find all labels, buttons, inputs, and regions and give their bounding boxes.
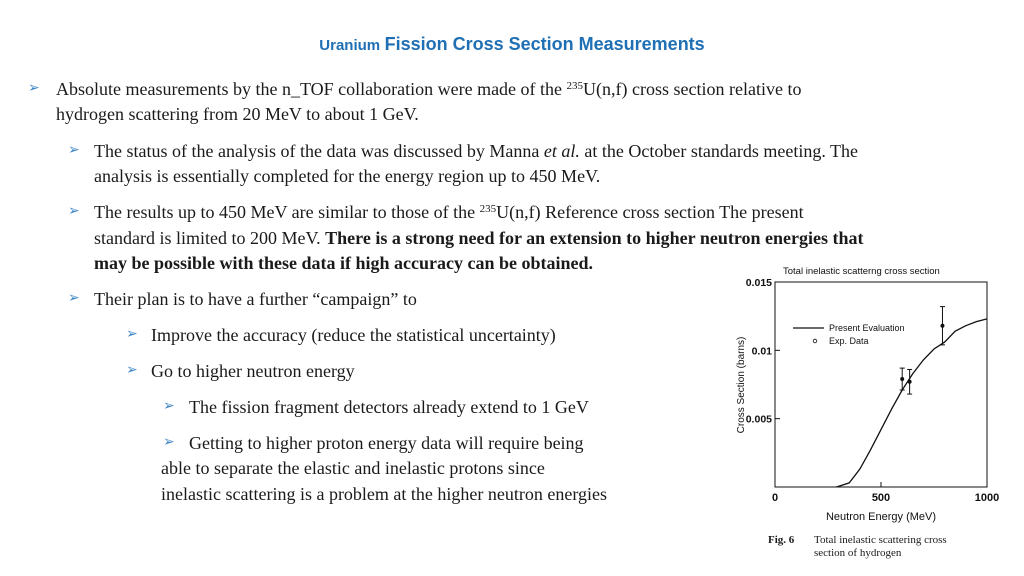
bullet-arrow-icon: ➢ bbox=[126, 327, 138, 342]
bullet-1-line-2: hydrogen scattering from 20 MeV to about 1 GeV. bbox=[56, 104, 419, 124]
bullet-1-line-1: Absolute measurements by the n_TOF collaboration were made of the $^{235}$U(n,f) cross section relative to bbox=[56, 79, 802, 99]
y-axis-label: Cross Section (barns) bbox=[736, 336, 747, 434]
bullet-arrow-icon: ➢ bbox=[126, 363, 138, 378]
data-point bbox=[940, 324, 944, 328]
bullet-3-line-3 bbox=[94, 251, 593, 275]
bullet-arrow-icon: ➢ bbox=[68, 143, 80, 158]
bullet-8-line-2: able to separate the elastic and inelastic protons since bbox=[161, 458, 545, 478]
bullet-7: The fission fragment detectors already extend to 1 GeV bbox=[189, 397, 589, 417]
bullet-8-line-1: Getting to higher proton energy data will require being bbox=[189, 433, 584, 453]
cross-section-chart bbox=[728, 262, 1020, 562]
figure-caption-line-2: section of hydrogen bbox=[814, 547, 902, 559]
bullet-4: Their plan is to have a further “campaign” to bbox=[94, 289, 417, 309]
y-tick-label: 0.01 bbox=[751, 345, 772, 358]
isotope-superscript: 235 bbox=[566, 80, 584, 92]
bullet-arrow-icon: ➢ bbox=[68, 291, 80, 306]
chart-legend bbox=[793, 323, 905, 346]
legend-present-evaluation: Present Evaluation bbox=[829, 323, 905, 333]
legend-point-marker bbox=[813, 339, 817, 343]
chart-title: Total inelastic scatterng cross section bbox=[783, 266, 940, 277]
page-title bbox=[0, 34, 1024, 55]
data-point bbox=[908, 380, 912, 384]
legend-exp-data: Exp. Data bbox=[829, 336, 869, 346]
bullet-arrow-icon: ➢ bbox=[163, 435, 175, 450]
x-tick-label: 500 bbox=[871, 492, 891, 504]
data-point bbox=[900, 377, 904, 381]
x-axis-label: Neutron Energy (MeV) bbox=[825, 511, 937, 523]
y-tick-label: 0.015 bbox=[745, 277, 772, 289]
plot-area bbox=[775, 282, 987, 487]
title-part-1: Uranium bbox=[319, 37, 381, 54]
bullet-2-line-1: The status of the analysis of the data was discussed by Manna et al. at the October standards meeting. The bbox=[94, 141, 858, 161]
bullet-3-line-2: standard is limited to 200 MeV. There is a strong need for an extension to higher neutron energies that bbox=[94, 228, 864, 248]
isotope-superscript: 235 bbox=[479, 203, 497, 215]
bullet-3-line-1: The results up to 450 MeV are similar to those of the $^{235}$U(n,f) Reference cross section The present bbox=[94, 202, 804, 222]
bullet-2-line-2: analysis is essentially completed for the energy region up to 450 MeV. bbox=[94, 166, 601, 186]
bullet-arrow-icon: ➢ bbox=[28, 81, 40, 96]
title-part-2: Fission Cross Section Measurements bbox=[384, 34, 705, 54]
x-tick-label: 1000 bbox=[974, 492, 1000, 504]
bullet-6: Go to higher neutron energy bbox=[151, 361, 355, 381]
bullet-5: Improve the accuracy (reduce the statistical uncertainty) bbox=[151, 325, 556, 345]
bullet-arrow-icon: ➢ bbox=[68, 204, 80, 219]
figure-label: Fig. 6 bbox=[768, 534, 795, 546]
bullet-arrow-icon: ➢ bbox=[163, 399, 175, 414]
figure-caption-line-1: Total inelastic scattering cross bbox=[814, 534, 947, 546]
et-al-italic: et al. bbox=[543, 141, 580, 161]
x-tick-label: 0 bbox=[771, 492, 779, 504]
emphasis-text: may be possible with these data if high accuracy can be obtained. bbox=[94, 253, 594, 273]
emphasis-text: There is a strong need for an extension to higher neutron energies that bbox=[325, 228, 864, 248]
y-tick-label: 0.005 bbox=[745, 413, 772, 426]
bullet-8-line-3: inelastic scattering is a problem at the higher neutron energies bbox=[161, 484, 608, 504]
